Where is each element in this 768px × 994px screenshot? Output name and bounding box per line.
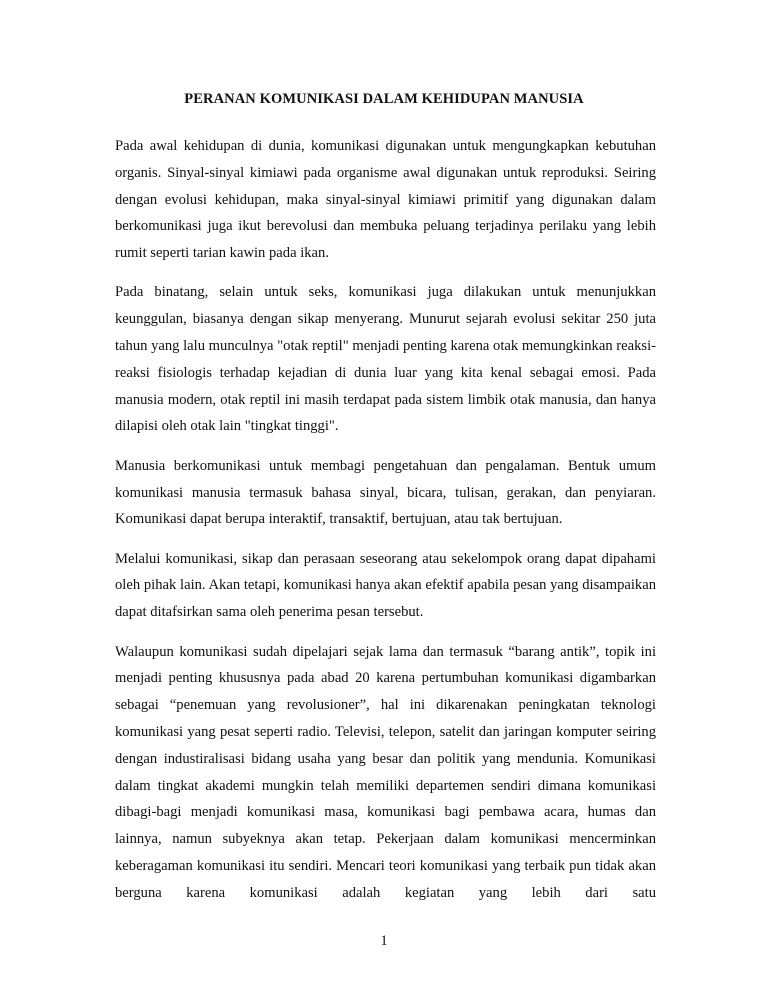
paragraph-3: Manusia berkomunikasi untuk membagi pengetahuan dan pengalaman. Bentuk umum komunikasi manusia termasuk bahasa sinyal, bicara, tulisan, gerakan, dan penyiaran. Komunikasi dapat berupa interaktif, transaktif, bertujuan, atau tak bertujuan.: [115, 457, 656, 528]
document-body: [115, 133, 656, 919]
paragraph-1: Pada awal kehidupan di dunia, komunikasi digunakan untuk mengungkapkan kebutuhan organis. Sinyal-sinyal kimiawi pada organisme awal digunakan untuk reproduksi. Seiring dengan evolusi kehidupan, maka sinyal-sinyal kimiawi primitif yang digunakan dalam berkomunikasi juga ikut berevolusi dan membuka peluang terjadinya perilaku yang lebih rumit seperti tarian kawin pada ikan.: [115, 138, 656, 262]
paragraph-2: Pada binatang, selain untuk seks, komunikasi juga dilakukan untuk menunjukkan keunggulan, biasanya dengan sikap menyerang. Munurut sejarah evolusi sekitar 250 juta tahun yang lalu munculnya "otak reptil" menjadi penting karena otak memungkinkan reaksi-reaksi fisiologis terhadap kejadian di dunia luar yang kita kenal sebagai emosi. Pada manusia modern, otak reptil ini masih terdapat pada sistem limbik otak manusia, dan hanya dilapisi oleh otak lain "tingkat tinggi".: [115, 284, 656, 435]
paragraph-5: Walaupun komunikasi sudah dipelajari sejak lama dan termasuk “barang antik”, topik ini menjadi penting khususnya pada abad 20 karena pertumbuhan komunikasi digambarkan sebagai “penemuan yang revolusioner”, hal ini dikarenakan peningkatan teknologi komunikasi yang pesat seperti radio. Televisi, telepon, satelit dan jaringan komputer seiring dengan industiralisasi bidang usaha yang besar dan politik yang mendunia. Komunikasi dalam tingkat akademi mungkin telah memiliki departemen sendiri dimana komunikasi dibagi-bagi menjadi komunikasi masa, komunikasi bagi pembawa acara, humas dan lainnya, namun subyeknya akan tetap. Pekerjaan dalam komunikasi mencerminkan keberagaman komunikasi itu sendiri. Mencari teori komunikasi yang terbaik pun tidak akan berguna karena komunikasi adalah kegiatan yang lebih dari satu: [115, 643, 656, 901]
document-title: PERANAN KOMUNIKASI DALAM KEHIDUPAN MANUSIA: [184, 91, 584, 107]
paragraph-4: Melalui komunikasi, sikap dan perasaan seseorang atau sekelompok orang dapat dipahami oleh pihak lain. Akan tetapi, komunikasi hanya akan efektif apabila pesan yang disampaikan dapat ditafsirkan sama oleh penerima pesan tersebut.: [115, 550, 656, 621]
page-number: 1: [380, 933, 388, 949]
